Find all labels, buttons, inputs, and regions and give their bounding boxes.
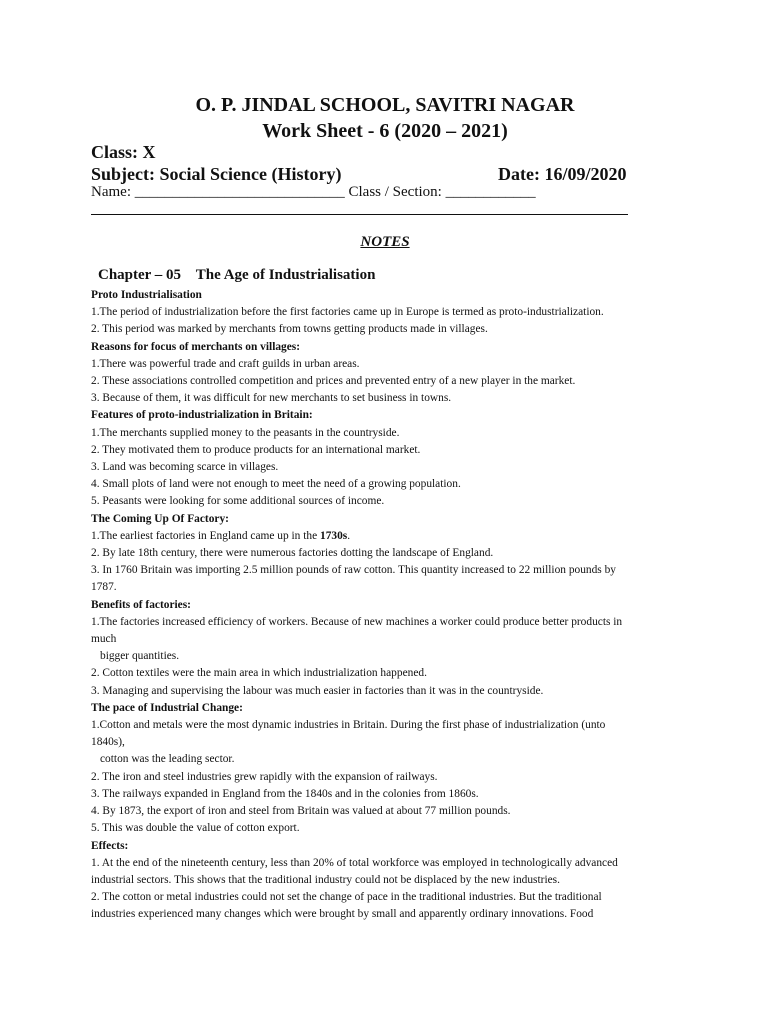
note-text: 1.The factories increased efficiency of workers. Because of new machines a worker could produce better products in	[91, 615, 623, 628]
note-line	[91, 820, 691, 837]
note-text: 5. Peasants were looking for some additional sources of income.	[91, 495, 385, 508]
note-text: 3. In 1760 Britain was importing 2.5 million pounds of raw cotton. This quantity increased to 22 million pounds by	[91, 564, 616, 577]
chapter-title: The Age of Industrialisation	[195, 267, 376, 283]
note-line	[91, 562, 691, 579]
date-label: Date: 16/09/2020	[498, 164, 627, 184]
section-heading	[91, 511, 691, 528]
section-heading	[91, 597, 691, 614]
note-text: much	[91, 633, 117, 646]
note-line	[91, 614, 691, 631]
note-text: 4. By 1873, the export of iron and steel from Britain was valued at about 77 million pounds.	[91, 805, 511, 818]
note-text: bigger quantities.	[100, 650, 180, 663]
note-text: 1787.	[91, 581, 117, 594]
note-text: 2. This period was marked by merchants from towns getting products made in villages.	[91, 323, 488, 336]
class-label: Class: X	[91, 142, 156, 162]
section-heading	[91, 339, 691, 356]
note-line	[91, 855, 691, 872]
name-class-section-line: Name: ____________________________ Class / Section: ____________	[91, 184, 536, 200]
note-text: 1.There was powerful trade and craft guilds in urban areas.	[91, 357, 360, 370]
note-line	[91, 476, 691, 493]
note-line	[91, 872, 691, 889]
note-text: 1. At the end of the nineteenth century, less than 20% of total workforce was employed in technologically advanced	[91, 856, 618, 869]
note-text: 1.The merchants supplied money to the peasants in the countryside.	[91, 426, 400, 439]
note-text: 2. They motivated them to produce products for an international market.	[91, 443, 421, 456]
note-line	[91, 717, 691, 734]
note-text: Effects:	[91, 839, 129, 852]
chapter-number: Chapter – 05	[98, 267, 182, 283]
note-line	[91, 528, 691, 545]
note-text: Benefits of factories:	[91, 598, 191, 611]
note-text: cotton was the leading sector.	[100, 753, 235, 766]
subject-label: Subject: Social Science (History)	[91, 164, 342, 184]
divider-line	[91, 214, 628, 215]
note-text: industrial sectors. This shows that the traditional industry could not be displaced by the new industries.	[91, 873, 560, 886]
note-line	[91, 631, 691, 648]
note-text: Reasons for focus of merchants on villages:	[91, 340, 301, 353]
note-line	[91, 321, 691, 338]
note-text: 2. The iron and steel industries grew rapidly with the expansion of railways.	[91, 770, 438, 783]
section-heading	[91, 407, 691, 424]
note-line	[91, 390, 691, 407]
note-text: industries experienced many changes which were brought by small and apparently ordinary innovations. Food	[91, 908, 594, 921]
note-line	[91, 425, 691, 442]
note-line	[91, 579, 691, 596]
note-tail-text: .	[347, 529, 351, 542]
note-text: 3. Land was becoming scarce in villages.	[91, 461, 279, 474]
note-line	[91, 889, 691, 906]
note-line	[91, 769, 691, 786]
note-text: Features of proto-industrialization in Britain:	[91, 409, 313, 422]
note-text: 1.Cotton and metals were the most dynamic industries in Britain. During the first phase of industrialization (unto	[91, 719, 606, 732]
note-text: 2. The cotton or metal industries could not set the change of pace in the traditional industries. But the traditional	[91, 891, 602, 904]
note-line	[91, 459, 691, 476]
note-line	[91, 356, 691, 373]
note-text: 3. The railways expanded in England from the 1840s and in the colonies from 1860s.	[91, 787, 479, 800]
note-bold-text: 1730s	[320, 529, 348, 542]
note-line	[91, 683, 691, 700]
note-text: 3. Managing and supervising the labour was much easier in factories than it was in the countryside.	[91, 684, 544, 697]
note-line	[91, 803, 691, 820]
notes-body	[91, 287, 691, 924]
notes-heading: NOTES	[360, 234, 410, 250]
note-text: 1.The period of industrialization before the first factories came up in Europe is termed as proto-industrialization.	[91, 306, 604, 319]
section-heading	[91, 838, 691, 855]
note-line	[91, 786, 691, 803]
note-text: The Coming Up Of Factory:	[91, 512, 229, 525]
note-line	[91, 665, 691, 682]
note-text: Proto Industrialisation	[91, 289, 202, 301]
school-name: O. P. JINDAL SCHOOL, SAVITRI NAGAR	[195, 94, 575, 116]
note-text: 5. This was double the value of cotton export.	[91, 822, 300, 835]
note-text: 4. Small plots of land were not enough to meet the need of a growing population.	[91, 478, 461, 491]
note-line	[91, 373, 691, 390]
note-text: 3. Because of them, it was difficult for new merchants to set business in towns.	[91, 392, 452, 405]
note-line	[91, 751, 691, 768]
chapter-heading	[98, 265, 375, 285]
note-text: 2. By late 18th century, there were numerous factories dotting the landscape of England.	[91, 547, 494, 560]
note-text: The pace of Industrial Change:	[91, 701, 243, 714]
note-line	[91, 545, 691, 562]
note-line	[91, 734, 691, 751]
note-text: 2. Cotton textiles were the main area in which industrialization happened.	[91, 667, 427, 680]
note-line	[91, 648, 691, 665]
worksheet-title: Work Sheet - 6 (2020 – 2021)	[262, 120, 508, 142]
note-line	[91, 906, 691, 923]
note-text: 1.The earliest factories in England came up in the	[91, 529, 320, 542]
section-heading	[91, 287, 691, 304]
note-line	[91, 442, 691, 459]
note-line	[91, 304, 691, 321]
note-text: 2. These associations controlled competition and prices and prevented entry of a new player in the market.	[91, 375, 576, 388]
note-line	[91, 493, 691, 510]
note-text: 1840s),	[91, 736, 125, 749]
section-heading	[91, 700, 691, 717]
